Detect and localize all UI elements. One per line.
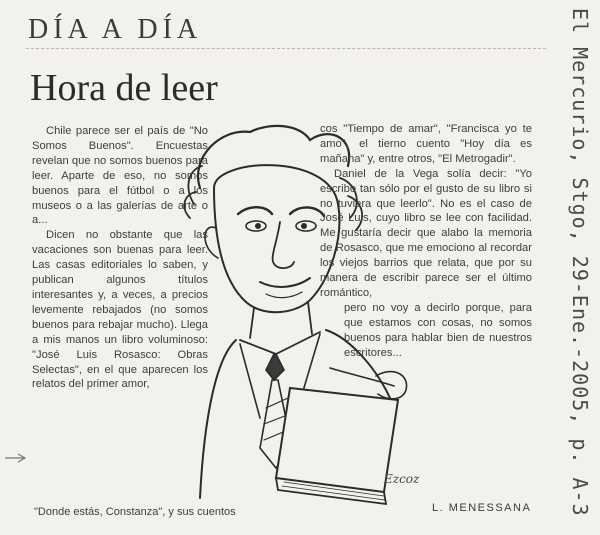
right-column bbox=[320, 122, 532, 361]
byline: L. MENESSANA bbox=[432, 502, 532, 514]
handwritten-source-note bbox=[560, 8, 596, 528]
article-title: Hora de leer bbox=[30, 67, 218, 109]
right-ending: pero no voy a decirlo porque, para que estamos con cosas, no somos buenos para hablar bien de nuestros escritores... bbox=[344, 301, 532, 359]
right-ending-wrap bbox=[344, 301, 532, 361]
right-paragraph: Daniel de la Vega solía decir: "Yo escribo tan sólo por el gusto de su libro si no tuviera que leerlo". No es el caso de José Luis, cuyo libro se lee con facilidad. Me gustaría decir que alabo la memoria de Rosasco, que me emociono al recordar los viejos barrios que relata, que por su manera de escribir parece ser el último romántico, bbox=[320, 167, 532, 299]
bottom-line: "Donde estás, Constanza", y sus cuentos bbox=[34, 506, 236, 518]
illustrator-signature: Ezcoz bbox=[384, 472, 420, 486]
left-paragraph-1: Chile parece ser el país de "No Somos Buenos". Encuestas revelan que no somos buenos para leer. Aparte de eso, no somos buenos para el fútbol o a los museos o a las galerías de arte o a... bbox=[32, 125, 208, 227]
left-paragraph-2: Dicen no obstante que las vacaciones son buenas para leer. Las casas editoriales lo saben, y publican algunos títulos interesantes y, a veces, a precios levemente rebajados (no somos buenos para rebajar mucho). Llega a mis manos un libro voluminoso: "José Luis Rosasco: Obras Selectas", en el que aparecen los relatos del primer amor, bbox=[32, 229, 208, 391]
header-rule bbox=[26, 48, 546, 49]
section-label: DÍA A DÍA bbox=[28, 14, 203, 45]
handwritten-note-text: El Mercurio, Stgo, 29-Ene.-2005, p. A-3 bbox=[568, 8, 592, 517]
handwritten-arrow-icon bbox=[4, 452, 30, 464]
right-continuation: cos "Tiempo de amar", "Francisca yo te amo", el tierno cuento "Hoy día es mañana" y, entre otros, "El Metrogadir". bbox=[320, 123, 532, 165]
